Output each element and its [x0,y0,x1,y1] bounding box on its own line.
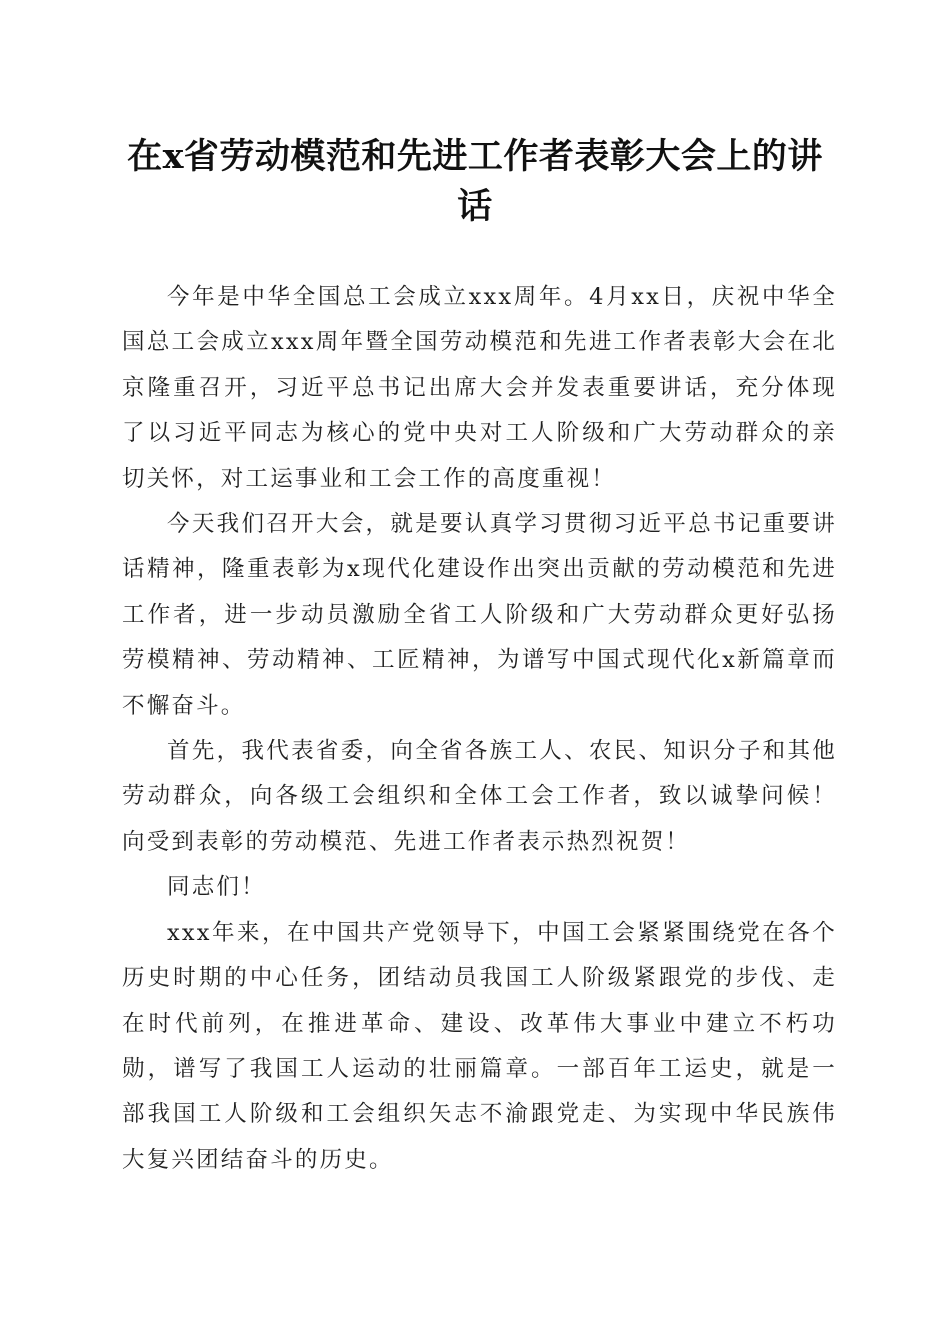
paragraph-5: xxx年来，在中国共产党领导下，中国工会紧紧围绕党在各个历史时期的中心任务，团结动员我国工人阶级紧跟党的步伐、走在时代前列，在推进革命、建设、改革伟大事业中建立不朽功勋，谱写了我国工人运动的壮丽篇章。一部百年工运史，就是一部我国工人阶级和工会组织矢志不渝跟党走、为实现中华民族伟大复兴团结奋斗的历史。 [122,919,837,1173]
paragraph-4: 同志们！ [167,874,266,901]
paragraph-2: 今天我们召开大会，就是要认真学习贯彻习近平总书记重要讲话精神，隆重表彰为x现代化建设作出突出贡献的劳动模范和先进工作者，进一步动员激励全省工人阶级和广大劳动群众更好弘扬劳模精神、劳动精神、工匠精神，为谱写中国式现代化x新篇章而不懈奋斗。 [122,511,837,719]
page-title: 在x省劳动模范和先进工作者表彰大会上的讲话 [127,136,823,227]
paragraph-1: 今年是中华全国总工会成立xxx周年。4月xx日，庆祝中华全国总工会成立xxx周年暨全国劳动模范和先进工作者表彰大会在北京隆重召开，习近平总书记出席大会并发表重要讲话，充分体现了以习近平同志为核心的党中央对工人阶级和广大劳动群众的亲切关怀，对工运事业和工会工作的高度重视！ [122,284,837,492]
document-body [122,275,837,1183]
paragraph-3: 首先，我代表省委，向全省各族工人、农民、知识分子和其他劳动群众，向各级工会组织和全体工会工作者，致以诚挚问候！向受到表彰的劳动模范、先进工作者表示热烈祝贺！ [122,738,837,855]
